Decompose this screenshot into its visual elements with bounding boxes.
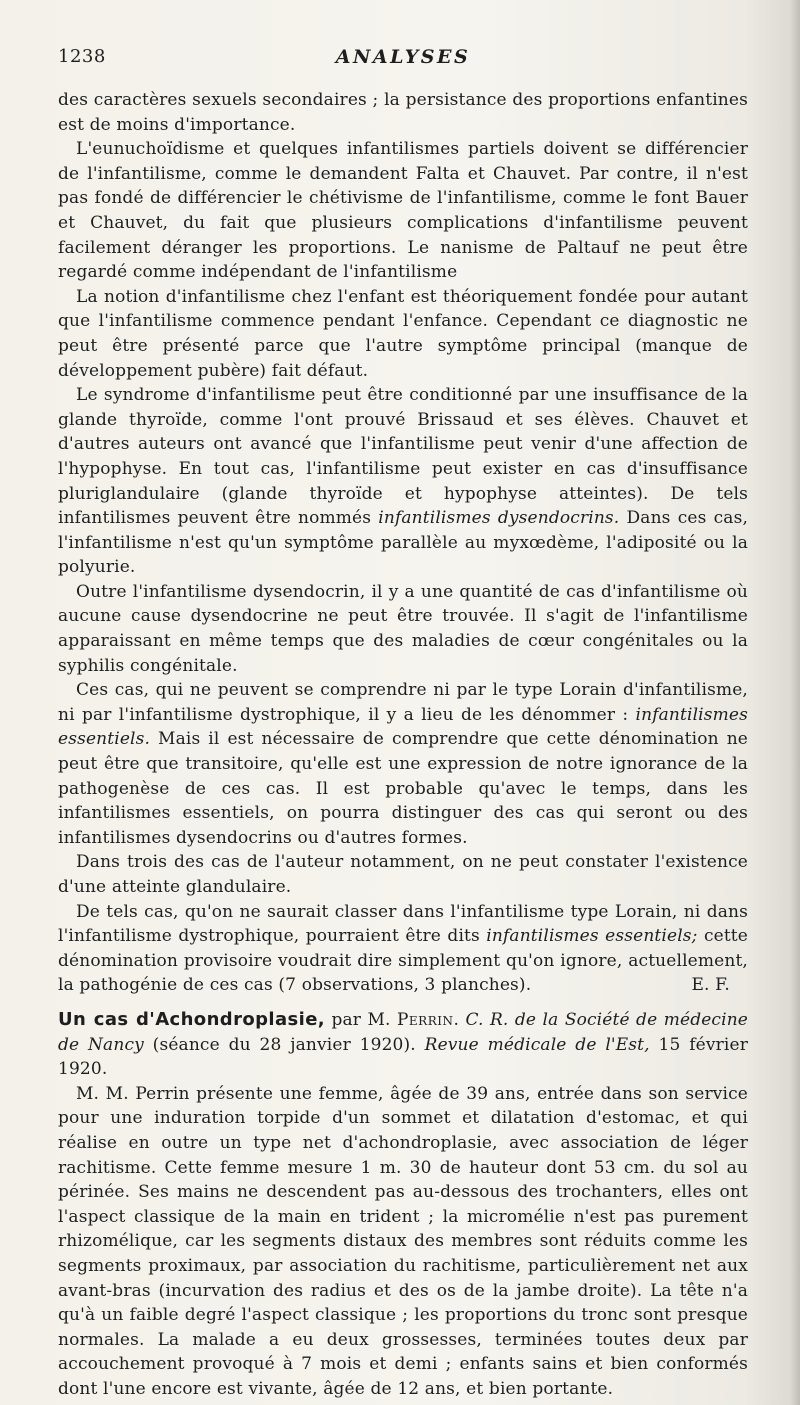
paragraph-continuation: des caractères sexuels secondaires ; la persistance des proportions enfantines est de moins d'importance. (58, 90, 748, 135)
paragraph-essential (58, 678, 748, 850)
article-reference-1: C. R. de la Société de médecine de Nancy (58, 1009, 748, 1055)
paragraph-other-causes: Outre l'infantilisme dysendocrin, il y a une quantité de cas d'infantilisme où aucune cause dysendocrine ne peut être trouvée. Il s'agit de l'infantilisme apparaissant en même temps que des maladies de cœur congénitales ou la syphilis congénitale. (58, 581, 748, 676)
article-by: par M. (325, 1009, 397, 1030)
term-essential: infantilismes essentiels. (58, 704, 748, 750)
article-author: Perrin (396, 1009, 454, 1030)
paragraph-essential-text-2: Mais il est nécessaire de comprendre que cette dénomination ne peut être que transitoire, qu'elle est une expression de notre ignorance de la pathogenèse de ces cas. Il est probable qu'avec le temps, dans les infantilismes essentiels, on pourra distinguer des cas qui seront ou des infantilismes dysendocrins ou d'autres formes. (58, 729, 748, 848)
page-number: 1238 (58, 46, 106, 67)
article-heading: Un cas d'Achondroplasie, par M. Perrin. C. R. de la Société de médecine de Nancy (séance du 28 janvier 1920). Revue médicale de l'Est, 15 février 1920. (58, 1008, 748, 1080)
page-header (58, 0, 748, 70)
article-reference-date-2: 15 février 1920. (58, 1034, 748, 1080)
term-essential-2: infantilismes essentiels; (486, 926, 698, 947)
article-title: Un cas d'Achondroplasie, (58, 1008, 326, 1030)
paragraph-conclusion-text-2: cette dénomination provisoire voudrait dire simplement qu'on ignore, actuellement, la pathogénie de ces cas (7 observations, 3 planches). (58, 926, 748, 996)
paragraph-author-cases: Dans trois des cas de l'auteur notamment, on ne peut constater l'existence d'une atteinte glandulaire. (58, 852, 748, 897)
paragraph-syndrome-text-1: Le syndrome d'infantilisme peut être conditionné par une insuffisance de la glande thyroïde, comme l'ont prouvé Brissaud et ses élèves. Chauvet et d'autres auteurs ont avancé que l'infantilisme peut venir d'une affection de l'hypophyse. En tout cas, l'infantilisme peut exister en cas d'insuffisance pluriglandulaire (glande thyroïde et hypophyse atteintes). De tels infantilismes peuvent être nommés (58, 385, 748, 529)
body-text (58, 88, 748, 1401)
article-reference-date-1: (séance du 28 janvier 1920). (143, 1034, 425, 1055)
paragraph-eunuchoidism: L'eunuchoïdisme et quelques infantilismes partiels doivent se différencier de l'infantilisme, comme le demandent Falta et Chauvet. Par contre, il n'est pas fondé de différencier le chétivisme de l'infantilisme, comme le font Bauer et Chauvet, du fait que plusieurs complications d'infantilisme peuvent facilement déranger les proportions. Le nanisme de Paltauf ne peut être regardé comme indépendant de l'infantilisme (58, 139, 748, 283)
paragraph-child-infantilism: La notion d'infantilisme chez l'enfant est théoriquement fondée pour autant que l'infantilisme commence pendant l'enfance. Cependant ce diagnostic ne peut être présenté parce que l'autre symptôme principal (manque de développement pubère) fait défaut. (58, 286, 748, 381)
article-reference-2: Revue médicale de l'Est, (424, 1034, 650, 1055)
paragraph-essential-text-1: Ces cas, qui ne peuvent se comprendre ni par le type Lorain d'infantilisme, ni par l'infantilisme dystrophique, il y a lieu de les dénommer : (58, 680, 748, 725)
paragraph-conclusion (58, 900, 748, 998)
paragraph-syndrome-text-2: Dans ces cas, l'infantilisme n'est qu'un symptôme parallèle au myxœdème, l'adiposité ou la polyurie. (58, 508, 748, 578)
running-head: ANALYSES (335, 46, 471, 68)
paragraph-conclusion-text-1: De tels cas, qu'on ne saurait classer dans l'infantilisme type Lorain, ni dans l'infantilisme dystrophique, pourraient être dits (58, 901, 748, 947)
paragraph-syndrome (58, 383, 748, 580)
term-dysendocrine: infantilismes dysendocrins. (378, 508, 620, 529)
page-edge-shadow (790, 0, 800, 1405)
paragraph-case-description: M. M. Perrin présente une femme, âgée de 39 ans, entrée dans son service pour une induration torpide d'un sommet et dilatation d'estomac, et qui réalise en outre un type net d'achondroplasie, avec association de léger rachitisme. Cette femme mesure 1 m. 30 de hauteur dont 53 cm. du sol au périnée. Ses mains ne descendent pas au-dessous des trochanters, elles ont l'aspect classique de la main en trident ; la micromélie n'est pas purement rhizomélique, car les segments distaux des membres sont réduits comme les segments proximaux, par association du rachitisme, particulièrement net aux avant-bras (incurvation des radius et des os de la jambe droite). La tête n'a qu'à un faible degré l'aspect classique ; les proportions du tronc sont presque normales. La malade a eu deux grossesses, terminées toutes deux par accouchement provoqué à 7 mois et demi ; enfants sains et bien conformés dont l'une encore est vivante, âgée de 12 ans, et bien portante. (58, 1083, 748, 1399)
review-signature: E. F. (691, 975, 730, 996)
